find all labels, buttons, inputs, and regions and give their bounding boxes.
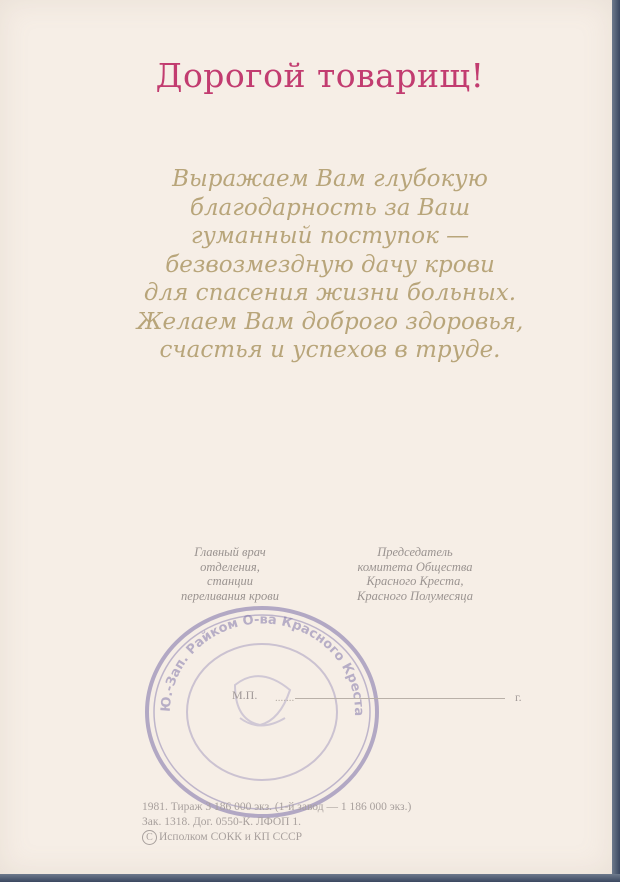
svg-text:Ю.-Зап. Райком О-ва Красного К: Ю.-Зап. Райком О-ва Красного Креста [158, 612, 367, 717]
gratitude-line: гуманный поступок — [190, 223, 470, 249]
copyright-line [142, 830, 411, 845]
signature-line: переливания крови [181, 588, 279, 603]
chairman-signature-block [325, 545, 505, 603]
gratitude-line: безвозмездную дачу крови [165, 251, 495, 278]
signature-line: комитета Общества [357, 559, 473, 574]
greeting-heading: Дорогой товарищ! [155, 56, 485, 95]
imprint-line: 1981. Тираж 3 186 000 экз. (1-й завод — 1 186 000 экз.) [142, 801, 412, 813]
gratitude-text [0, 165, 620, 365]
stamp-place-label: М.П. [232, 688, 258, 702]
copyright-text: Исполком СОКК и КП СССР [159, 831, 303, 844]
signature-line: станции [207, 574, 253, 588]
imprint-line: Зак. 1318. Дог. 0550-К. ЛФОП 1. [142, 816, 301, 828]
print-imprint [142, 800, 411, 845]
gratitude-line: для спасения жизни больных. [143, 280, 517, 306]
signature-line: Красного Креста, [366, 574, 464, 588]
official-seal-stamp [140, 600, 385, 820]
date-dots: ....... [275, 692, 295, 704]
chief-doctor-signature-block [150, 545, 310, 603]
gratitude-line: Выражаем Вам глубокую [172, 166, 488, 192]
card-edge-bottom [0, 874, 620, 882]
date-line [295, 698, 505, 699]
gratitude-line: Желаем Вам доброго здоровья, [136, 308, 524, 335]
card-edge-right [612, 0, 620, 882]
signature-line: Главный врач [194, 545, 266, 559]
signature-line: отделения, [200, 559, 260, 574]
gratitude-line: счастья и успехов в труде. [159, 337, 501, 363]
copyright-icon: C [142, 830, 157, 845]
year-suffix-label: г. [515, 690, 522, 704]
signature-line: Председатель [377, 545, 453, 559]
signature-line: Красного Полумесяца [357, 588, 473, 603]
gratitude-line: благодарность за Ваш [189, 194, 471, 221]
